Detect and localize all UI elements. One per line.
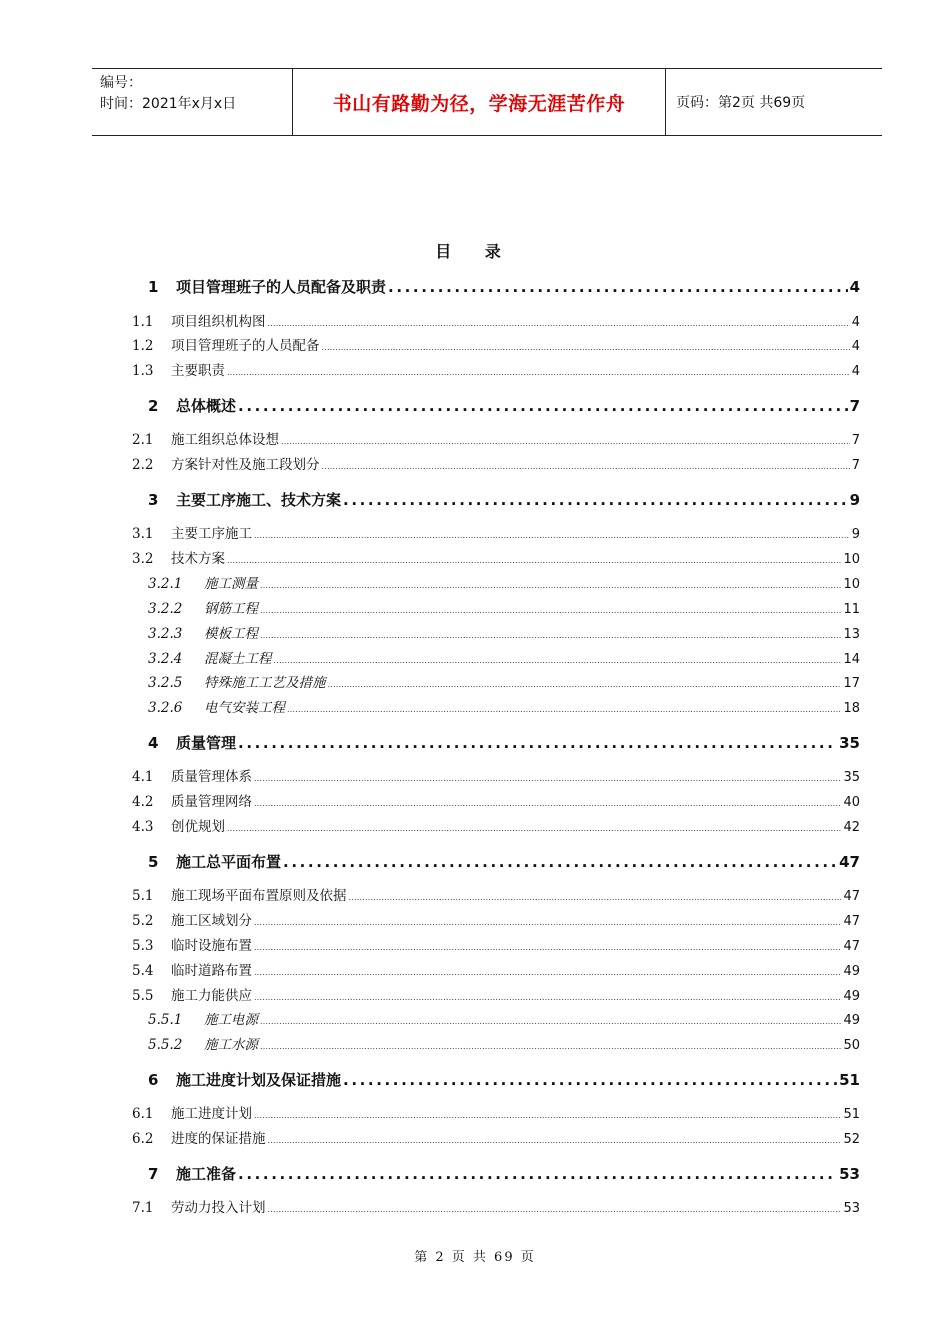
toc-entry-page: 47	[843, 914, 860, 929]
toc-entry-title: 施工进度计划及保证措施	[176, 1071, 342, 1089]
toc-entry-number: 4.3	[132, 819, 154, 835]
toc-entry-number: 1.1	[132, 314, 154, 330]
toc-entry-title: 临时道路布置	[171, 963, 252, 979]
toc-entry-title: 混凝土工程	[204, 651, 272, 667]
toc-entry-level2[interactable]	[132, 1196, 860, 1216]
toc-leader-dots	[322, 462, 850, 471]
toc-entry-page: 42	[843, 820, 860, 835]
toc-entry-level1[interactable]	[148, 732, 860, 753]
toc-entry-page: 4	[851, 315, 860, 330]
toc-entry-level3[interactable]	[148, 597, 860, 617]
toc-entry-page: 47	[843, 889, 860, 904]
toc-entry-number: 3.2	[132, 551, 154, 567]
toc-entry-number: 5.5.2	[148, 1037, 183, 1053]
toc-entry-title: 施工力能供应	[171, 988, 252, 1004]
toc-leader-dots	[343, 491, 848, 509]
toc-entry-title: 施工测量	[204, 576, 258, 592]
toc-entry-number: 1	[148, 278, 159, 296]
toc-entry-title: 质量管理体系	[171, 769, 252, 785]
toc-leader-dots	[349, 893, 842, 902]
toc-entry-title: 技术方案	[171, 551, 225, 567]
toc-leader-dots	[238, 397, 848, 415]
toc-entry-level1[interactable]	[148, 395, 860, 416]
toc-entry-number: 4.2	[132, 794, 154, 810]
toc-entry-number: 5.2	[132, 913, 154, 929]
toc-entry-number: 3.2.4	[148, 651, 183, 667]
toc-entry-level3[interactable]	[148, 1033, 860, 1053]
toc-entry-page: 49	[843, 989, 860, 1004]
toc-entry-title: 创优规划	[171, 819, 225, 835]
header-meta	[92, 69, 293, 135]
toc-entry-number: 3.2.6	[148, 700, 183, 716]
toc-entry-page: 10	[843, 552, 860, 567]
toc-entry-level2[interactable]	[132, 959, 860, 979]
toc-entry-level2[interactable]	[132, 815, 860, 835]
document-time-label: 时间：2021年x月x日	[100, 96, 237, 112]
toc-entry-level3[interactable]	[148, 1008, 860, 1028]
toc-entry-page: 13	[843, 627, 860, 642]
toc-leader-dots	[388, 278, 848, 296]
toc-entry-level2[interactable]	[132, 428, 860, 448]
toc-entry-page: 47	[839, 853, 860, 871]
toc-entry-title: 进度的保证措施	[171, 1131, 266, 1147]
toc-entry-number: 3.2.5	[148, 675, 183, 691]
toc-entry-level3[interactable]	[148, 647, 860, 667]
toc-entry-level3[interactable]	[148, 572, 860, 592]
toc-leader-dots	[268, 1205, 842, 1214]
toc-entry-level2[interactable]	[132, 1102, 860, 1122]
toc-entry-level2[interactable]	[132, 453, 860, 473]
toc-entry-level2[interactable]	[132, 984, 860, 1004]
toc-entry-title: 临时设施布置	[171, 938, 252, 954]
toc-entry-number: 2.2	[132, 457, 154, 473]
toc-entry-number: 6	[148, 1071, 159, 1089]
toc-leader-dots	[322, 343, 850, 352]
toc-entry-number: 2.1	[132, 432, 154, 448]
toc-entry-level2[interactable]	[132, 334, 860, 354]
toc-entry-title: 质量管理	[176, 734, 237, 752]
toc-leader-dots	[260, 1042, 841, 1051]
toc-entry-number: 3	[148, 491, 159, 509]
toc-entry-title: 施工进度计划	[171, 1106, 252, 1122]
toc-entry-level2[interactable]	[132, 1127, 860, 1147]
toc-entry-number: 5	[148, 853, 159, 871]
toc-entry-level2[interactable]	[132, 765, 860, 785]
toc-entry-title: 劳动力投入计划	[171, 1200, 266, 1216]
toc-entry-page: 10	[843, 577, 860, 592]
toc-entry-title: 模板工程	[204, 626, 258, 642]
toc-entry-number: 6.1	[132, 1106, 154, 1122]
toc-entry-title: 主要工序施工	[171, 526, 252, 542]
toc-entry-level2[interactable]	[132, 547, 860, 567]
toc-entry-level2[interactable]	[132, 310, 860, 330]
toc-entry-page: 4	[851, 364, 860, 379]
toc-entry-page: 35	[843, 770, 860, 785]
toc-leader-dots	[268, 319, 850, 328]
toc-entry-level1[interactable]	[148, 1069, 860, 1090]
toc-leader-dots	[254, 918, 841, 927]
toc-entry-page: 50	[843, 1038, 860, 1053]
toc-entry-page: 14	[843, 652, 860, 667]
toc-entry-page: 35	[839, 734, 860, 752]
toc-leader-dots	[283, 853, 837, 871]
toc-leader-dots	[238, 1165, 837, 1183]
toc-entry-title: 特殊施工工艺及措施	[204, 675, 326, 691]
toc-entry-page: 7	[849, 397, 860, 415]
toc-leader-dots	[254, 1111, 841, 1120]
toc-entry-page: 11	[843, 602, 860, 617]
toc-entry-level3[interactable]	[148, 696, 860, 716]
toc-entry-level2[interactable]	[132, 909, 860, 929]
toc-entry-level2[interactable]	[132, 359, 860, 379]
toc-entry-level1[interactable]	[148, 489, 860, 510]
toc-leader-dots	[268, 1136, 842, 1145]
toc-title: 目 录	[435, 242, 515, 261]
toc-entry-page: 49	[843, 964, 860, 979]
toc-entry-page: 7	[851, 458, 860, 473]
header-page-info: 页码：第2页 共69页	[676, 95, 806, 111]
toc-entry-number: 5.5.1	[148, 1012, 183, 1028]
page-footer: 第 2 页 共 69 页	[414, 1250, 536, 1265]
toc-entry-number: 4.1	[132, 769, 154, 785]
toc-leader-dots	[260, 631, 841, 640]
toc-entry-page: 4	[849, 278, 860, 296]
toc-leader-dots	[254, 943, 841, 952]
toc-entry-page: 47	[843, 939, 860, 954]
toc-entry-title: 施工电源	[204, 1012, 258, 1028]
toc-leader-dots	[260, 606, 841, 615]
toc-entry-page: 9	[849, 491, 860, 509]
toc-entry-title: 施工现场平面布置原则及依据	[171, 888, 347, 904]
toc-entry-page: 53	[839, 1165, 860, 1183]
toc-leader-dots	[328, 680, 842, 689]
toc-entry-level3[interactable]	[148, 622, 860, 642]
toc-entry-page: 40	[843, 795, 860, 810]
toc-entry-number: 3.2.3	[148, 626, 183, 642]
toc-leader-dots	[274, 656, 842, 665]
toc-leader-dots	[260, 1017, 841, 1026]
toc-entry-level1[interactable]	[148, 851, 860, 872]
toc-entry-title: 方案针对性及施工段划分	[171, 457, 320, 473]
toc-entry-title: 施工区域划分	[171, 913, 252, 929]
toc-entry-title: 电气安装工程	[204, 700, 285, 716]
toc-entry-page: 49	[843, 1013, 860, 1028]
toc-entry-number: 5.1	[132, 888, 154, 904]
toc-entry-title: 主要职责	[171, 363, 225, 379]
toc-entry-number: 5.4	[132, 963, 154, 979]
toc-entry-title: 项目管理班子的人员配备	[171, 338, 320, 354]
toc-leader-dots	[227, 368, 850, 377]
toc-entry-number: 3.1	[132, 526, 154, 542]
toc-leader-dots	[254, 774, 841, 783]
toc-entry-number: 3.2.1	[148, 576, 183, 592]
toc-entry-page: 17	[843, 676, 860, 691]
toc-entry-level2[interactable]	[132, 884, 860, 904]
toc-entry-number: 2	[148, 397, 159, 415]
toc-entry-level1[interactable]	[148, 276, 860, 297]
toc-leader-dots	[281, 437, 850, 446]
toc-entry-title: 总体概述	[176, 397, 237, 415]
toc-entry-level2[interactable]	[132, 790, 860, 810]
toc-entry-page: 52	[843, 1132, 860, 1147]
toc-entry-number: 5.5	[132, 988, 154, 1004]
toc-leader-dots	[254, 799, 841, 808]
toc-entry-number: 1.3	[132, 363, 154, 379]
header-motto: 书山有路勤为径，学海无涯苦作舟	[293, 69, 666, 135]
toc-entry-number: 7	[148, 1165, 159, 1183]
toc-entry-title: 施工组织总体设想	[171, 432, 279, 448]
toc-entry-page: 18	[843, 701, 860, 716]
toc-entry-page: 51	[839, 1071, 860, 1089]
toc-entry-level3[interactable]	[148, 671, 860, 691]
toc-entry-page: 51	[843, 1107, 860, 1122]
toc-entry-number: 3.2.2	[148, 601, 183, 617]
toc-leader-dots	[238, 734, 837, 752]
toc-entry-number: 1.2	[132, 338, 154, 354]
toc-entry-title: 项目管理班子的人员配备及职责	[176, 278, 387, 296]
toc-entry-title: 质量管理网络	[171, 794, 252, 810]
toc-entry-page: 4	[851, 339, 860, 354]
toc-leader-dots	[287, 705, 841, 714]
document-number-label: 编号：	[100, 75, 142, 91]
toc-entry-level2[interactable]	[132, 522, 860, 542]
toc-leader-dots	[260, 581, 841, 590]
toc-entry-page: 7	[851, 433, 860, 448]
toc-entry-title: 施工准备	[176, 1165, 237, 1183]
toc-entry-page: 9	[851, 527, 860, 542]
toc-leader-dots	[254, 993, 841, 1002]
toc-entry-page: 53	[843, 1201, 860, 1216]
toc-entry-title: 钢筋工程	[204, 601, 258, 617]
toc-entry-title: 项目组织机构图	[171, 314, 266, 330]
toc-leader-dots	[227, 556, 841, 565]
toc-entry-number: 7.1	[132, 1200, 154, 1216]
toc-entry-number: 6.2	[132, 1131, 154, 1147]
toc-entry-level1[interactable]	[148, 1163, 860, 1184]
toc-entry-level2[interactable]	[132, 934, 860, 954]
toc-leader-dots	[227, 824, 841, 833]
toc-leader-dots	[254, 531, 850, 540]
toc-entry-number: 4	[148, 734, 159, 752]
toc-entry-number: 5.3	[132, 938, 154, 954]
toc-leader-dots	[343, 1071, 837, 1089]
toc-entry-title: 施工水源	[204, 1037, 258, 1053]
toc-leader-dots	[254, 968, 841, 977]
toc-entry-title: 施工总平面布置	[176, 853, 282, 871]
page-header	[92, 68, 882, 136]
toc-entry-title: 主要工序施工、技术方案	[176, 491, 342, 509]
